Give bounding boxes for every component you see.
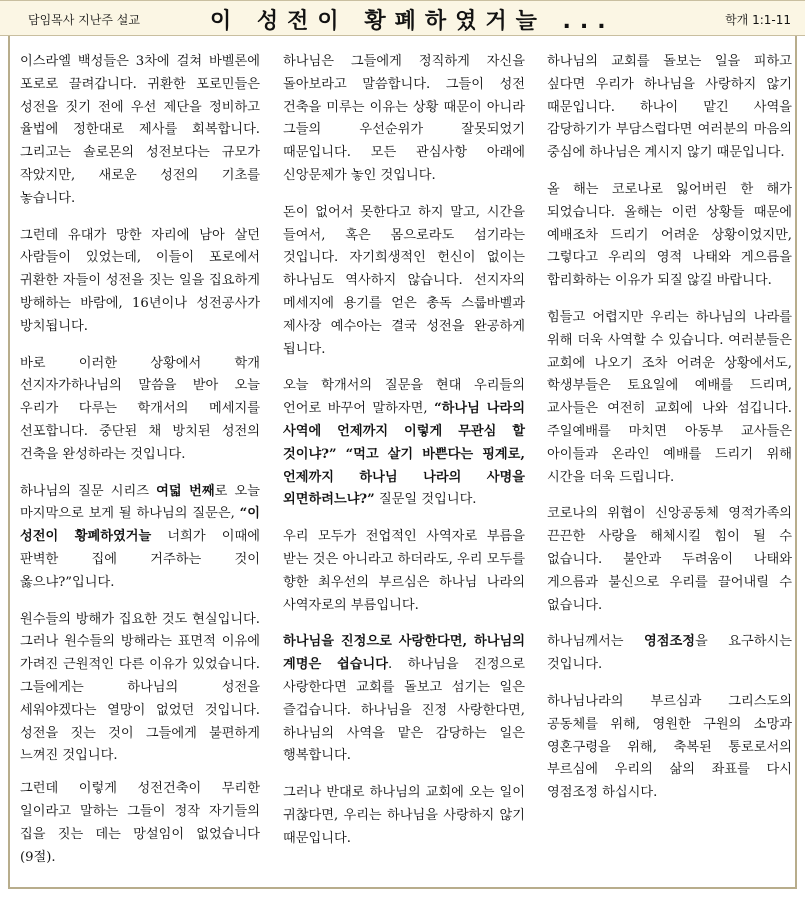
- paragraph: [20, 353, 260, 467]
- paragraph-text: 을 요구하시는 것입니다.: [547, 634, 792, 673]
- paragraph-text: 로 오늘 마지막으로 보게 될 하나님의 질문은,: [20, 483, 260, 522]
- paragraph-text: 그런데 유대가 망한 자리에 남아 살던 사람들이 있었는데, 이들이 포로에서 귀환한 자들이 성전을 짓는 일을 집요하게 방해하는 바람에, 16년이나 성전공사가 방치됩니다.: [20, 227, 260, 334]
- paragraph: [547, 691, 792, 805]
- paragraph-text: 하나님의 질문 시리즈: [20, 483, 157, 499]
- paragraph: [547, 307, 792, 489]
- paragraph-text: 돈이 없어서 못한다고 하지 말고, 시간을 들여서, 혹은 몸으로라도 섬기라는 것입니다. 자기희생적인 헌신이 없이는 하나님도 역사하지 않습니다. 선지자의 메세지에 용기를 얻은 총독 스룹바벨과 제사장 예수아는 결국 성전을 완공하게 됩니다.: [283, 204, 525, 357]
- paragraph: [547, 51, 792, 165]
- paragraph-text: 그러나 반대로 하나님의 교회에 오는 일이 귀찮다면, 우리는 하나님을 사랑하지 않기 때문입니다.: [283, 785, 525, 846]
- paragraph-text: 우리 모두가 전업적인 사역자로 부름을 받는 것은 아니라고 하더라도, 우리 모두를 향한 최우선의 부르심은 하나님 나라의 사역자로의 부름입니다.: [283, 529, 525, 613]
- emphasis-text: 여덟 번째: [156, 483, 215, 499]
- paragraph-text: 힘들고 어렵지만 우리는 하나님의 나라를 위해 더욱 사역할 수 있습니다. 여러분들은 교회에 나오기 조차 어려운 상황에서도, 학생부들은 토요일에 예배를 드리며, 교사들은 여전히 교회에 나와 섬깁니다. 주일예배를 마치면 아동부 교사들은 아이들과 온라인 예배를 드리기 위해 시간을 더욱 드립니다.: [547, 309, 792, 485]
- emphasis-text: “이 성전이 황폐하였거늘: [20, 506, 260, 545]
- paragraph-text: 하나님의 교회를 돌보는 일을 피하고 싶다면 우리가 하나님을 사랑하지 않기 때문입니다. 하나이 맡긴 사역을 감당하기가 부담스럽다면 여러분의 마음의 중심에 하나님은 계시지 않기 때문입니다.: [547, 54, 792, 161]
- paragraph-text: 하나님나라의 부르심과 그리스도의 공동체를 위해, 영원한 구원의 소망과 영혼구령을 위해, 축복된 통로로서의 부르심에 우리의 삶의 좌표를 다시 영점조정 하십시다.: [547, 693, 792, 801]
- emphasis-text: 하나님을 진정으로 사랑한다면, 하나님의 계명은 쉽습니다: [283, 634, 525, 673]
- header-section-label: 담임목사 지난주 설교: [28, 13, 140, 27]
- paragraph: [20, 609, 260, 769]
- paragraph-text: 코로나의 위협이 신앙공동체 영적가족의 끈끈한 사랑을 해체시킬 힘이 될 수 없습니다. 불안과 두려움이 나태와 게으름과 불신으로 우리를 끌어내릴 수 없습니다.: [547, 506, 792, 613]
- paragraph-text: 그런데 이렇게 성전건축이 무리한 일이라고 말하는 그들이 정작 자기들의 집을 짓는 데는 망설임이 없었습니다(9절).: [20, 781, 260, 865]
- paragraph: [547, 503, 792, 617]
- paragraph: [547, 179, 792, 293]
- paragraph-text: 너희가 이때에 판벽한 집에 거주하는 것이 옳으냐?”입니다.: [20, 529, 260, 590]
- paragraph-text: 오늘 학개서의 질문을 현대 우리들의 언어로 바꾸어 말하자면,: [283, 378, 525, 417]
- column-1: [20, 51, 260, 883]
- sermon-title: 이 성전이 황폐하였거늘 ...: [210, 9, 615, 34]
- paragraph-text: 이스라엘 백성들은 3차에 걸쳐 바벨론에 포로로 끌려갑니다. 귀환한 포로민들은 성전을 짓기 전에 우선 제단을 정비하고 율법에 정한대로 제사를 회복합니다. 그리고는 솔로몬의 성전보다는 규모가 작았지만, 새로운 성전의 기초를 놓습니다.: [20, 54, 260, 206]
- paragraph: [20, 778, 260, 869]
- paragraph-text: . 하나님을 진정으로 사랑한다면 교회를 돌보고 섬기는 일은 즐겁습니다. 하나님을 진정 사랑한다면, 하나님의 사역을 맡은 감당하는 일은 행복합니다.: [283, 657, 525, 764]
- paragraph: [283, 526, 525, 617]
- emphasis-text: 영점조정: [644, 634, 695, 650]
- paragraph: [283, 782, 525, 850]
- column-3: [547, 51, 792, 819]
- paragraph-text: 하나님께서는: [547, 634, 645, 650]
- paragraph: [283, 631, 525, 768]
- scripture-reference: 학개 1:1-11: [725, 13, 791, 27]
- paragraph: [20, 51, 260, 211]
- paragraph: [283, 202, 525, 362]
- paragraph-text: 바로 이러한 상황에서 학개 선지자가하나님의 말씀을 받아 오늘 우리가 다루는 학개서의 메세지를 선포합니다. 중단된 채 방치된 성전의 건축을 완성하라는 것입니다.: [20, 355, 260, 462]
- paragraph: [547, 631, 792, 677]
- column-2: [283, 51, 525, 865]
- paragraph: [283, 375, 525, 512]
- paragraph-text: 하나님은 그들에게 정직하게 자신을 돌아보라고 말씀합니다. 그들이 성전 건축을 미루는 이유는 상황 때문이 아니라 그들의 우선순위가 잘못되었기 때문입니다. 모든 관심사항 아래에 신앙문제가 놓인 것입니다.: [283, 54, 525, 183]
- paragraph: [283, 51, 525, 188]
- page-header: [0, 0, 805, 36]
- paragraph: [20, 225, 260, 339]
- paragraph-text: 원수들의 방해가 집요한 것도 현실입니다. 그러나 원수들의 방해라는 표면적 이유에 가려진 근원적인 다른 이유가 있었습니다. 그들에게는 하나님의 성전을 세워야겠다는 열망이 없었던 것입니다. 성전을 짓는 것이 그들에게 불편하게 느껴진 것입니다.: [20, 611, 260, 764]
- paragraph-text: 질문일 것입니다.: [374, 492, 477, 508]
- paragraph: [20, 481, 260, 595]
- emphasis-text: “하나님 나라의 사역에 언제까지 이렇게 무관심 할 것이냐?” “먹고 살기 바쁜다는 핑계로, 언제까지 하나님 나라의 사명을 외면하려느냐?”: [283, 401, 525, 508]
- paragraph-text: 올 해는 코로나로 잃어버린 한 해가 되었습니다. 올해는 이런 상황들 때문에 예배조차 드리기 어려운 상황이었지만, 그렇다고 우리의 영적 나태와 게으름을 합리화하는 이유가 되질 않길 바랍니다.: [547, 181, 792, 289]
